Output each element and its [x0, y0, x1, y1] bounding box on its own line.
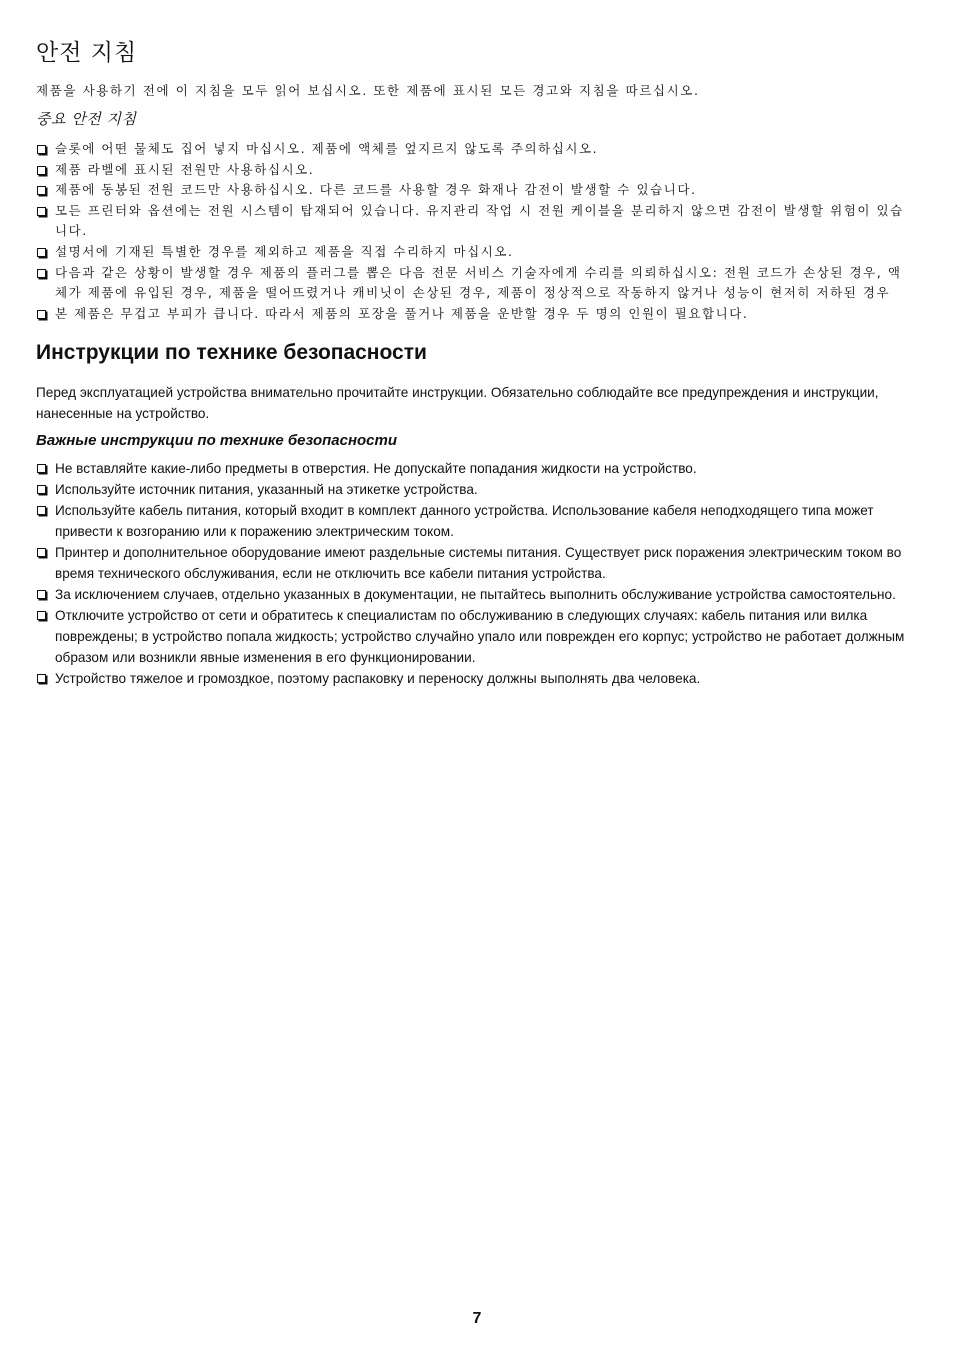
korean-section	[36, 38, 908, 324]
list-item-text: Используйте источник питания, указанный на этикетке устройства.	[55, 482, 478, 498]
list-item-text: Не вставляйте какие-либо предметы в отверстия. Не допускайте попадания жидкости на устройство.	[55, 461, 697, 477]
list-item-text: 설명서에 기재된 특별한 경우를 제외하고 제품을 직접 수리하지 마십시오.	[55, 243, 514, 259]
checkbox-bullet-icon	[37, 485, 46, 494]
list-item-text: 본 제품은 무겁고 부피가 큽니다. 따라서 제품의 포장을 풀거나 제품을 운반할 경우 두 명의 인원이 필요합니다.	[55, 305, 749, 321]
checkbox-bullet-icon	[37, 166, 46, 175]
list-item	[36, 584, 908, 605]
russian-section	[36, 340, 908, 689]
korean-title: 안전 지침	[36, 40, 138, 66]
korean-subtitle: 중요 안전 지침	[36, 110, 137, 128]
checkbox-bullet-icon	[37, 590, 46, 599]
list-item	[36, 139, 908, 160]
list-item	[36, 242, 908, 263]
list-item-text: Используйте кабель питания, который входит в комплект данного устройства. Использование кабеля неподходящего типа может привести к возгоранию или к поражению электрическим током.	[55, 503, 874, 540]
document-page	[36, 38, 908, 689]
checkbox-bullet-icon	[37, 674, 46, 683]
list-item	[36, 263, 908, 304]
list-item	[36, 605, 908, 668]
checkbox-bullet-icon	[37, 186, 46, 195]
list-item	[36, 160, 908, 181]
checkbox-bullet-icon	[37, 269, 46, 278]
russian-subtitle: Важные инструкции по технике безопасности	[36, 432, 398, 450]
list-item-text: 모든 프린터와 옵션에는 전원 시스템이 탑재되어 있습니다. 유지관리 작업 시 전원 케이블을 분리하지 않으면 감전이 발생할 위험이 있습니다.	[55, 202, 904, 239]
list-item	[36, 180, 908, 201]
list-item	[36, 304, 908, 325]
checkbox-bullet-icon	[37, 548, 46, 557]
checkbox-bullet-icon	[37, 464, 46, 473]
russian-intro: Перед эксплуатацией устройства внимательно прочитайте инструкции. Обязательно соблюдайте все предупреждения и инструкции, нанесенные на устройство.	[36, 385, 879, 422]
russian-list	[36, 458, 908, 689]
checkbox-bullet-icon	[37, 506, 46, 515]
list-item-text: Принтер и дополнительное оборудование имеют раздельные системы питания. Существует риск поражения электрическим током во время технического обслуживания, если не отключить все кабели питания устройства.	[55, 545, 902, 582]
checkbox-bullet-icon	[37, 145, 46, 154]
russian-title: Инструкции по технике безопасности	[36, 341, 427, 365]
checkbox-bullet-icon	[37, 248, 46, 257]
korean-list	[36, 139, 908, 324]
list-item	[36, 201, 908, 242]
list-item	[36, 458, 908, 479]
list-item-text: 슬롯에 어떤 물체도 집어 넣지 마십시오. 제품에 액체를 엎지르지 않도록 주의하십시오.	[55, 141, 599, 156]
list-item	[36, 668, 908, 689]
list-item-text: 제품에 동봉된 전원 코드만 사용하십시오. 다른 코드를 사용할 경우 화재나 감전이 발생할 수 있습니다.	[55, 182, 697, 198]
list-item	[36, 479, 908, 500]
list-item	[36, 500, 908, 542]
list-item-text: За исключением случаев, отдельно указанных в документации, не пытайтесь выполнить обслуживание устройства самостоятельно.	[55, 587, 896, 603]
list-item-text: Отключите устройство от сети и обратитесь к специалистам по обслуживанию в следующих случаях: кабель питания или вилка повреждены; в устройство попала жидкость; устройство случайно упало или поврежден его корпус; устройство не работает должным образом или возникли явные изменения в его функционировании.	[55, 608, 905, 666]
list-item-text: 다음과 같은 상황이 발생할 경우 제품의 플러그를 뽑은 다음 전문 서비스 기술자에게 수리를 의뢰하십시오: 전원 코드가 손상된 경우, 액체가 제품에 유입된 경우, 제품을 떨어뜨렸거나 캐비닛이 손상된 경우, 제품이 정상적으로 작동하지 않거나 성능이 현저히 저하된 경우	[55, 264, 902, 301]
checkbox-bullet-icon	[37, 310, 46, 319]
page-number: 7	[472, 1310, 482, 1327]
list-item-text: 제품 라벨에 표시된 전원만 사용하십시오.	[55, 161, 315, 177]
list-item-text: Устройство тяжелое и громоздкое, поэтому распаковку и переноску должны выполнять два человека.	[55, 671, 701, 687]
checkbox-bullet-icon	[37, 611, 46, 620]
korean-intro: 제품을 사용하기 전에 이 지침을 모두 읽어 보십시오. 또한 제품에 표시된 모든 경고와 지침을 따르십시오.	[36, 83, 700, 98]
list-item	[36, 542, 908, 584]
checkbox-bullet-icon	[37, 207, 46, 216]
